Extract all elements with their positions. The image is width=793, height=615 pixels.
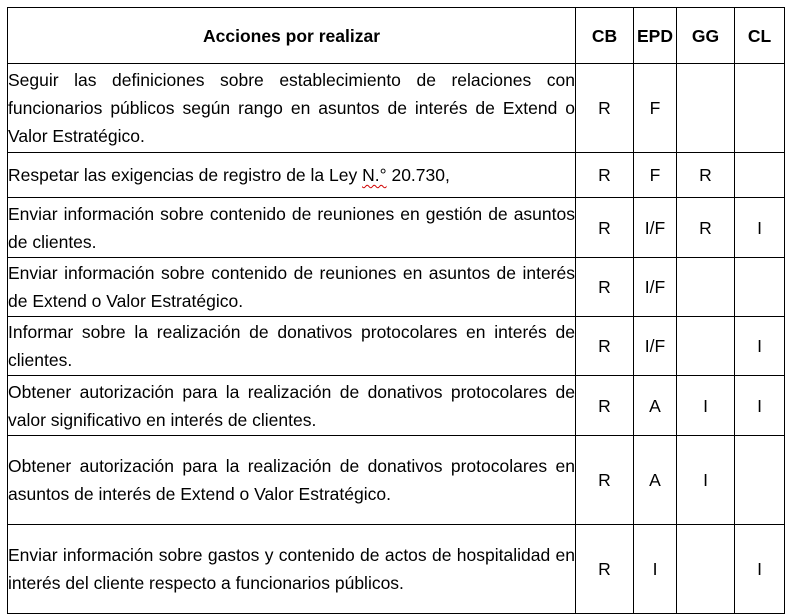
header-cb: CB <box>576 8 634 64</box>
cb-cell: R <box>576 153 634 198</box>
gg-cell: I <box>677 376 735 436</box>
gg-cell <box>677 317 735 376</box>
cl-cell: I <box>735 376 785 436</box>
action-cell: Enviar información sobre contenido de reuniones en gestión de asuntos de clientes. <box>8 198 576 258</box>
epd-cell: A <box>634 376 677 436</box>
cl-cell: I <box>735 317 785 376</box>
epd-cell: A <box>634 436 677 525</box>
cl-cell: I <box>735 525 785 614</box>
cb-cell: R <box>576 317 634 376</box>
table-row <box>8 64 785 153</box>
gg-cell: I <box>677 436 735 525</box>
table-row <box>8 317 785 376</box>
epd-cell: I <box>634 525 677 614</box>
cb-cell: R <box>576 376 634 436</box>
epd-cell: I/F <box>634 198 677 258</box>
epd-cell: I/F <box>634 258 677 317</box>
action-cell: Informar sobre la realización de donativos protocolares en interés de clientes. <box>8 317 576 376</box>
header-actions: Acciones por realizar <box>8 8 576 64</box>
action-cell: Enviar información sobre gastos y contenido de actos de hospitalidad en interés del cliente respecto a funcionarios públicos. <box>8 525 576 614</box>
cl-cell <box>735 64 785 153</box>
action-cell: Obtener autorización para la realización de donativos protocolares de valor significativo en interés de clientes. <box>8 376 576 436</box>
epd-cell: I/F <box>634 317 677 376</box>
header-row <box>8 8 785 64</box>
cl-cell <box>735 436 785 525</box>
gg-cell: R <box>677 153 735 198</box>
table-row <box>8 198 785 258</box>
cb-cell: R <box>576 198 634 258</box>
action-cell: Enviar información sobre contenido de reuniones en asuntos de interés de Extend o Valor Estratégico. <box>8 258 576 317</box>
header-cl: CL <box>735 8 785 64</box>
cb-cell: R <box>576 258 634 317</box>
cb-cell: R <box>576 436 634 525</box>
table-row <box>8 153 785 198</box>
action-text: Respetar las exigencias de registro de la Ley <box>8 165 363 185</box>
epd-cell: F <box>634 153 677 198</box>
action-cell: Obtener autorización para la realización de donativos protocolares en asuntos de interés de Extend o Valor Estratégico. <box>8 436 576 525</box>
cb-cell: R <box>576 64 634 153</box>
action-text-end: 20.730, <box>386 165 450 185</box>
spellcheck-flagged-text: N.° <box>362 165 387 185</box>
header-epd: EPD <box>634 8 677 64</box>
responsibility-table <box>7 7 785 614</box>
gg-cell <box>677 64 735 153</box>
header-gg: GG <box>677 8 735 64</box>
cb-cell: R <box>576 525 634 614</box>
gg-cell <box>677 525 735 614</box>
gg-cell <box>677 258 735 317</box>
table-row <box>8 436 785 525</box>
action-cell <box>8 153 576 198</box>
table-row <box>8 376 785 436</box>
cl-cell <box>735 153 785 198</box>
epd-cell: F <box>634 64 677 153</box>
action-cell: Seguir las definiciones sobre establecimiento de relaciones con funcionarios públicos según rango en asuntos de interés de Extend o Valor Estratégico. <box>8 64 576 153</box>
table-row <box>8 525 785 614</box>
cl-cell: I <box>735 198 785 258</box>
table-row <box>8 258 785 317</box>
cl-cell <box>735 258 785 317</box>
gg-cell: R <box>677 198 735 258</box>
